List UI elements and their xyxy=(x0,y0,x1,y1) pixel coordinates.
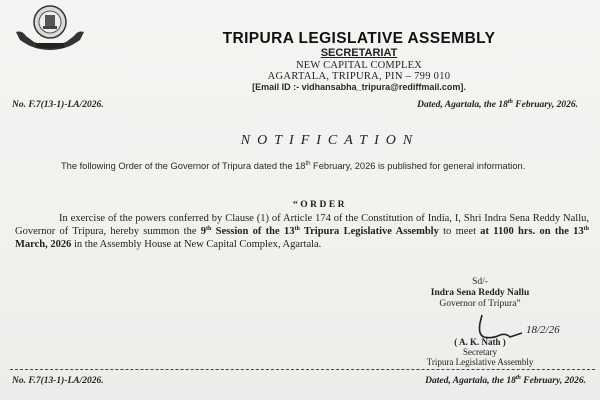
session-number: 9 xyxy=(200,226,207,237)
date-text: Dated, Agartala, the 18 xyxy=(417,100,508,110)
reference-date xyxy=(417,100,578,110)
address-line-1: NEW CAPITAL COMPLEX xyxy=(295,60,423,71)
secretariat-heading: SECRETARIAT xyxy=(320,47,398,59)
dashed-divider xyxy=(10,369,595,370)
governor-name: Indra Sena Reddy Nallu xyxy=(430,288,530,298)
date-text: Dated, Agartala, the 18 xyxy=(425,376,516,386)
secretary-designation: Secretary xyxy=(463,347,497,357)
notification-intro xyxy=(15,160,575,173)
order-text: In exercise of the powers conferred by Clause (1) of Article 174 of the Constitution of India, I, Shri Indra Sena Reddy Nallu, Governor of Tripura, hereby summon the xyxy=(15,213,589,237)
order-body xyxy=(15,212,589,251)
intro-text: The following Order of the Governor of Tripura dated the 18 xyxy=(61,161,306,171)
sup: th xyxy=(206,226,212,232)
date-text-suffix: February, 2026. xyxy=(512,100,578,110)
order-time: at 1100 hrs. on the 13 xyxy=(480,226,584,237)
intro-text-end: February, 2026 is published for general information. xyxy=(310,161,526,171)
order-text: to meet xyxy=(438,226,481,237)
address-line-2: AGARTALA, TRIPURA, PIN – 799 010 xyxy=(267,71,451,82)
order-bold: Session of the 13 xyxy=(211,226,295,237)
date-sup: th xyxy=(515,375,521,381)
svg-text:18/2/26: 18/2/26 xyxy=(526,324,560,336)
secretary-organization: Tripura Legislative Assembly xyxy=(426,357,534,367)
notification-heading: NOTIFICATION xyxy=(240,133,420,148)
intro-sup: th xyxy=(305,161,311,167)
order-heading: “ORDER xyxy=(292,200,348,210)
email-line: [Email ID :- vidhansabha_tripura@rediffmail.com]. xyxy=(252,82,466,92)
reference-number-footer: No. F.7(13-1)-LA/2026. xyxy=(12,376,104,386)
sup: th xyxy=(294,226,300,232)
order-date: March, 2026 xyxy=(15,239,72,250)
assembly-title: TRIPURA LEGISLATIVE ASSEMBLY xyxy=(222,30,496,47)
order-bold: Tripura Legislative Assembly xyxy=(299,226,439,237)
date-text-suffix: February, 2026. xyxy=(520,376,586,386)
governor-title: Governor of Tripura” xyxy=(439,299,521,309)
order-text: in the Assembly House at New Capital Complex, Agartala. xyxy=(71,239,322,250)
sd-mark: Sd/- xyxy=(472,277,488,287)
secretary-name: ( A. K. Nath ) xyxy=(454,337,506,347)
sup: th xyxy=(583,226,589,232)
reference-number: No. F.7(13-1)-LA/2026. xyxy=(12,100,104,110)
reference-date-footer xyxy=(425,376,586,386)
date-sup: th xyxy=(507,99,513,105)
